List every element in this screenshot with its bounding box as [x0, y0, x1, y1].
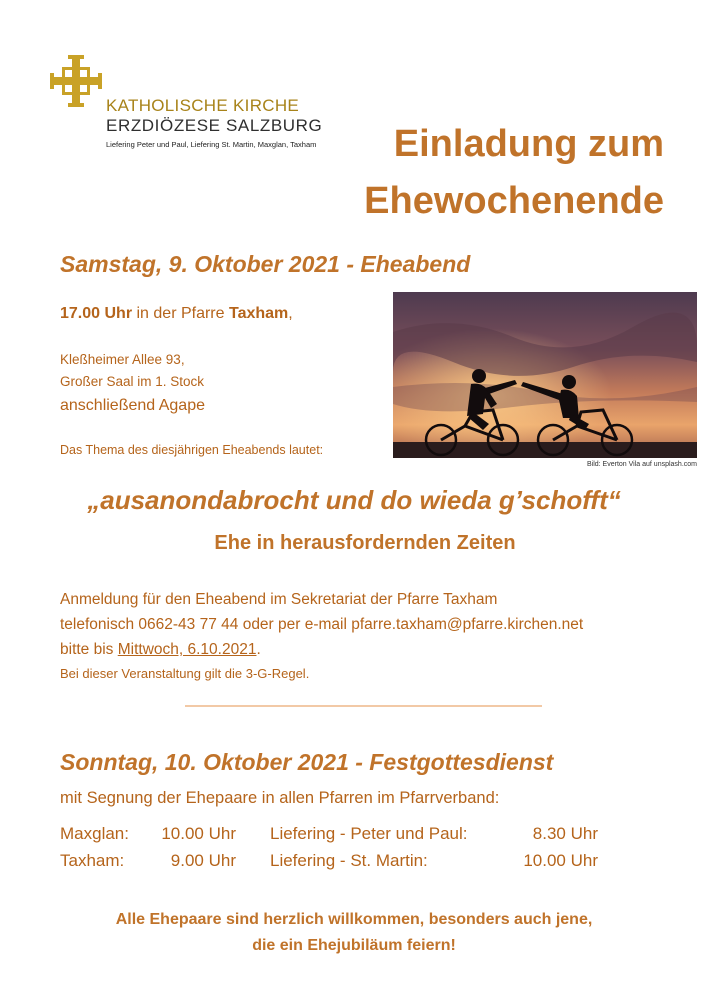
schedule-place-maxglan: Maxglan: [60, 824, 129, 843]
saturday-address-2: Großer Saal im 1. Stock [60, 374, 205, 389]
saturday-thema: Das Thema des diesjährigen Eheabends lautet: [60, 443, 324, 457]
saturday-time: 17.00 Uhr [60, 305, 133, 322]
cross-icon [48, 53, 104, 109]
saturday-time-end: , [288, 305, 293, 322]
sunday-heading: Sonntag, 10. Oktober 2021 - Festgottesdienst [60, 749, 554, 775]
registration-line-3 [60, 641, 261, 659]
registration-line-2: telefonisch 0662-43 77 44 oder per e-mail pfarre.taxham@pfarre.kirchen.net [60, 616, 584, 633]
registration-deadline-prefix: bitte bis [60, 641, 118, 658]
schedule-time-taxham: 9.00 Uhr [170, 851, 236, 870]
registration-deadline-suffix: . [256, 641, 261, 658]
divider [185, 705, 542, 707]
theme-quote: „ausanondabrocht und do wieda g’schofft“ [87, 485, 621, 515]
saturday-time-line [60, 305, 293, 323]
page-title [364, 116, 664, 230]
couple-cycling-photo [393, 292, 697, 458]
logo-title: KATHOLISCHE KIRCHE [106, 96, 300, 115]
saturday-agape: anschließend Agape [60, 397, 205, 414]
logo-parishes: Liefering Peter und Paul, Liefering St. Martin, Maxglan, Taxham [106, 140, 317, 149]
closing-line-1: Alle Ehepaare sind herzlich willkommen, besonders auch jene, [115, 911, 593, 928]
photo-credit: Bild: Everton Vila auf unsplash.com [587, 461, 697, 468]
saturday-address-1: Kleßheimer Allee 93, [60, 352, 185, 367]
theme-subtitle: Ehe in herausfordernden Zeiten [214, 532, 516, 554]
title-line-2: Ehewochenende [364, 180, 664, 222]
schedule-time-liefering-peter-paul: 8.30 Uhr [532, 824, 598, 843]
closing-line-2: die ein Ehejubiläum feiern! [252, 937, 456, 954]
schedule-time-liefering-st-martin: 10.00 Uhr [523, 851, 598, 870]
schedule-place-liefering-st-martin: Liefering - St. Martin: [270, 851, 428, 870]
sunday-subtitle: mit Segnung der Ehepaare in allen Pfarren im Pfarrverband: [60, 789, 500, 807]
title-line-1: Einladung zum [393, 123, 664, 165]
registration-3g-rule: Bei dieser Veranstaltung gilt die 3-G-Regel. [60, 666, 310, 681]
schedule-time-maxglan: 10.00 Uhr [161, 824, 236, 843]
saturday-heading: Samstag, 9. Oktober 2021 - Eheabend [60, 251, 471, 277]
schedule-place-taxham: Taxham: [60, 851, 125, 870]
saturday-place: Taxham [228, 305, 289, 322]
schedule-place-liefering-peter-paul: Liefering - Peter und Paul: [270, 824, 468, 843]
registration-line-1: Anmeldung für den Eheabend im Sekretariat der Pfarre Taxham [60, 591, 498, 608]
saturday-time-mid: in der Pfarre [132, 305, 229, 322]
registration-deadline-date: Mittwoch, 6.10.2021 [117, 641, 257, 658]
logo-subtitle: ERZDIÖZESE SALZBURG [106, 116, 323, 135]
